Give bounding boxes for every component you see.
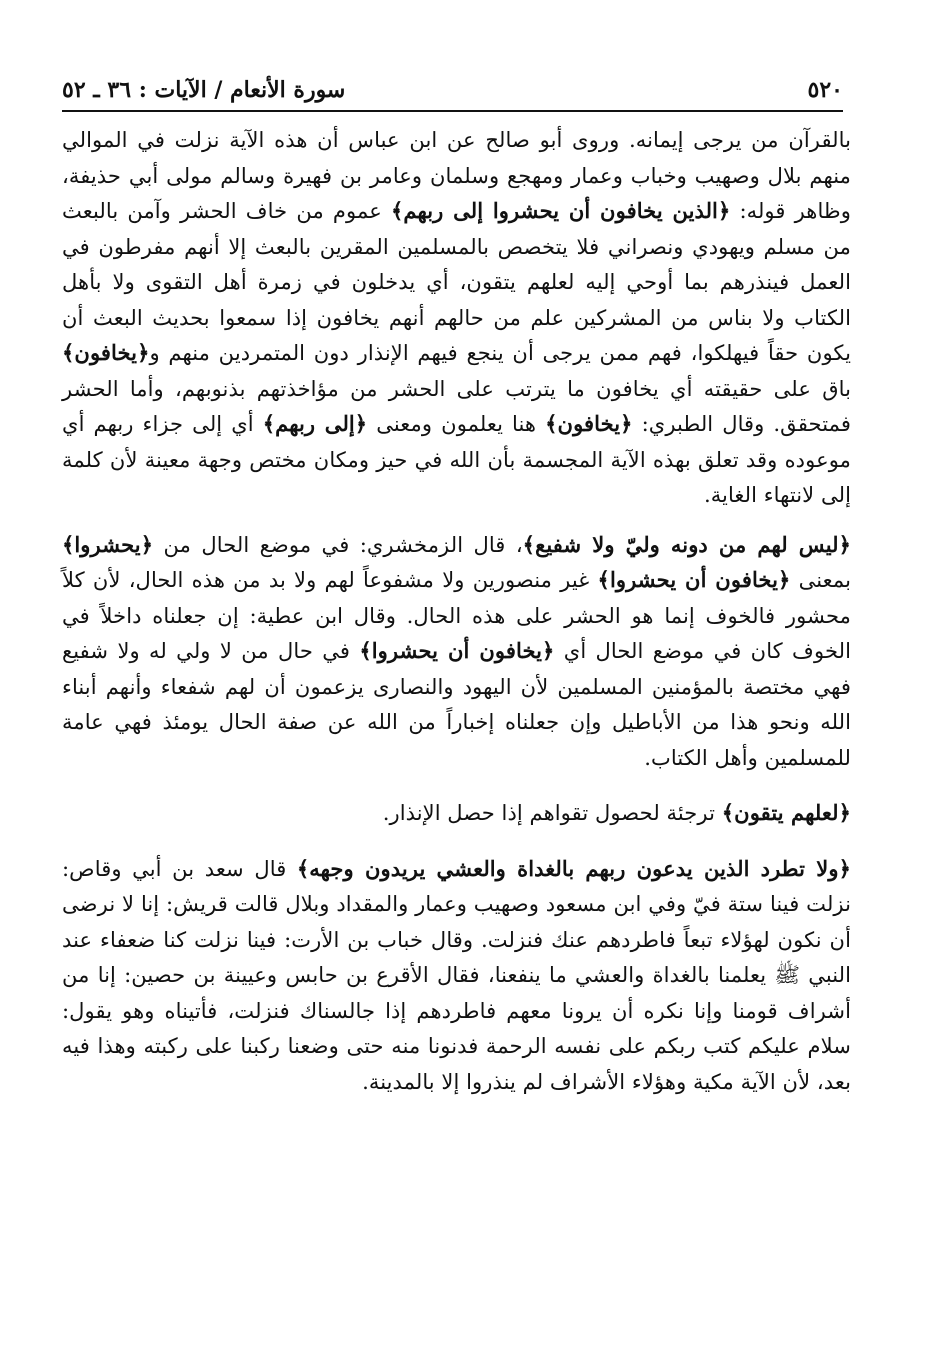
quran-quote: ﴿ليس لهم من دونه وليّ ولا شفيع﴾ — [522, 531, 851, 557]
text-run: قال سعد بن أبي وقاص: نزلت فينا ستة فيّ وفي ابن مسعود وصهيب وعمار والمقداد وبلال قالت قريش: إنا لا نرضى أن نكون لهؤلاء تبعاً فاطردهم عنك فنزلت. وقال خباب بن الأرت: فينا نزلت كنا ضعفاء عند النبي ﷺ يعلمنا بالغداة والعشي ما ينفعنا، فقال الأقرع بن حابس وعيينة بن حصين: إنا من أشراف قومنا وإنا نكره أن يرونا معهم فاطردهم إذا جالسناك فنزلت، فأتيناه وهو يقول: سلام عليكم كتب ربكم على نفسه الرحمة فدنونا منه حتى وضعنا ركبنا على ركبته وهذا فيه بعد، لأن الآية مكية وهؤلاء الأشراف لم ينذروا إلا بالمدينة. — [62, 855, 851, 1094]
text-run: باق على حقيقته أي يخافون ما يترتب على الحشر من مؤاخذتهم بذنوبهم، وأما الحشر فمتحقق. وقال الطبري: — [62, 375, 852, 436]
text-run: غير منصورين ولا مشفوعاً لهم ولا بد من هذه الحال، لأن كلاً محشور فالخوف إنما هو الحشر على هذه الحال. وقال ابن عطية: إن جعلناه داخلاً في الخوف كان في موضع الحال أي — [62, 567, 851, 663]
text-run: عموم من خاف الحشر وآمن بالبعث من مسلم ويهودي ونصراني فلا يتخصص بالمسلمين المقرين بالبعث إلا أنهم مفرطون في العمل فينذرهم بما أوحي إليه لعلهم يتقون، أي يدخلون في زمرة أهل التقوى ولا بأهل الكتاب ولا بناس من المشركين علم من حالهم أنهم يخافون إذا سمعوا بحديث البعث أن يكون حقاً فيهلكوا، فهم ممن يرجى أن ينجع فيهم الإنذار دون المتمردين منهم و — [62, 198, 851, 365]
page-header — [62, 70, 843, 112]
paragraph-commentary-4 — [62, 851, 851, 1100]
quran-quote: ﴿الذين يخافون أن يحشروا إلى ربهم﴾ — [390, 198, 731, 223]
page-body — [62, 122, 851, 1099]
text-run: بالقرآن من يرجى إيمانه. وروى أبو صالح عن ابن عباس أن هذه الآية نزلت في الموالي منهم بلال وصهيب وخباب وعمار ومهجع وسلمان وعامر بن فهيرة وسالم مولى أبي حذيفة، وظاهر قوله: — [62, 127, 852, 223]
quran-quote: ﴿يحشروا﴾ — [62, 531, 154, 557]
running-title: سورة الأنعام / الآيات : ٣٦ ـ ٥٢ — [62, 77, 346, 103]
page-number: ٥٢٠ — [807, 77, 843, 103]
text-run: في حال من لا ولي له ولا شفيع فهي مختصة بالمؤمنين المسلمين لأن اليهود والنصارى يزعمون أن لهم شفعاء وأنهم أبناء الله ونحو هذا من الأباطيل وإن جعلناه إخباراً من الله عن صفة الحال يومئذ فهي عامة للمسلمين وأهل الكتاب. — [62, 638, 851, 770]
text-run: أي إلى جزاء ربهم أي موعوده وقد تعلق بهذه الآية المجسمة بأن الله في حيز ومكان مختص وجهة معينة لأن كلمة إلى لانتهاء الغاية. — [62, 411, 851, 507]
quran-quote: ﴿يخافون﴾ — [62, 340, 150, 365]
paragraph-commentary-2 — [62, 527, 851, 776]
quran-quote: ﴿يخافون أن يحشروا﴾ — [597, 567, 791, 592]
text-run: بمعنى — [790, 567, 851, 592]
text-run: ، قال الزمخشري: في موضع الحال من — [153, 531, 523, 557]
paragraph-commentary-3 — [62, 795, 851, 831]
quran-quote: ﴿إلى ربهم﴾ — [262, 411, 368, 436]
quran-quote: ﴿يخافون﴾ — [545, 411, 633, 436]
quran-quote: ﴿ولا تطرد الذين يدعون ربهم بالغداة والعشي يريدون وجهه﴾ — [296, 855, 851, 881]
text-run: هنا يعلمون ومعنى — [367, 411, 546, 436]
quran-quote: ﴿يخافون أن يحشروا﴾ — [359, 638, 555, 663]
paragraph-commentary-1 — [62, 122, 851, 513]
text-run: ترجئة لحصول تقواهم إذا حصل الإنذار. — [382, 800, 722, 825]
quran-quote: ﴿لعلهم يتقون﴾ — [721, 800, 851, 825]
